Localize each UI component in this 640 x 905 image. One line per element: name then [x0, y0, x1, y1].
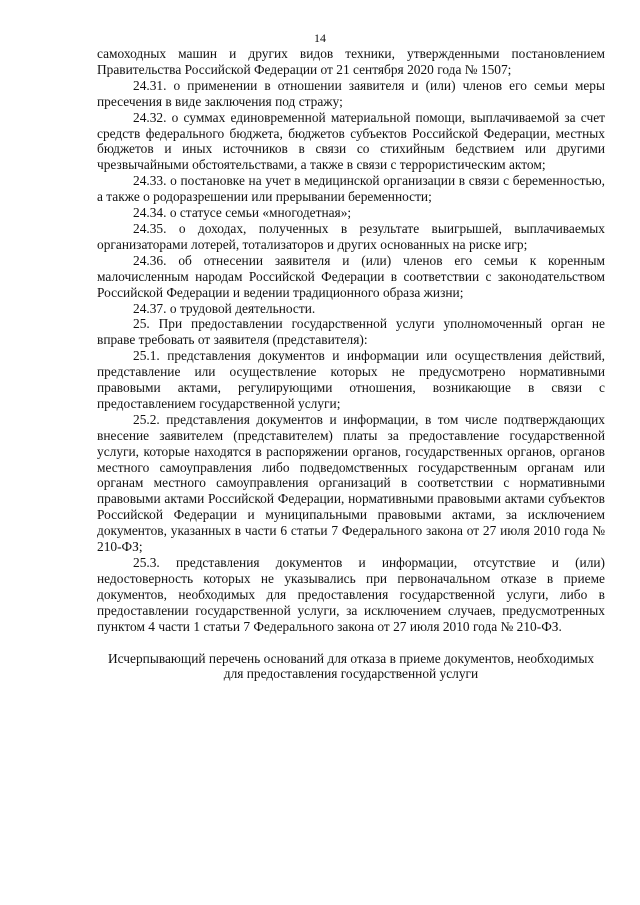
paragraph: 24.37. о трудовой деятельности.: [133, 300, 316, 316]
document-body: [97, 46, 605, 682]
paragraph: 24.34. о статусе семьи «многодетная»;: [133, 205, 352, 221]
paragraph: 24.36. об отнесении заявителя и (или) членов его семьи к коренным малочисленным народам Российской Федерации в соответствии с законодательством Российской Федерации и ведении традиционного образа жизни;: [97, 252, 605, 300]
paragraph: 24.31. о применении в отношении заявителя и (или) членов его семьи меры пресечения в виде заключения под стражу;: [97, 77, 605, 109]
paragraph: самоходных машин и других видов техники, утвержденными постановлением Правительства Российской Федерации от 21 сентября 2020 года № 1507;: [97, 46, 605, 77]
section-heading: Исчерпывающий перечень оснований для отказа в приеме документов, необходимых для предоставления государственной услуги: [107, 650, 595, 682]
paragraph: 24.33. о постановке на учет в медицинской организации в связи с беременностью, а также о родоразрешении или прерывании беременности;: [97, 173, 605, 205]
paragraph: 24.32. о суммах единовременной материальной помощи, выплачиваемой за счет средств федерального бюджета, бюджетов субъектов Российской Федерации, местных бюджетов и иных источников в связи со стихийным бедствием или другими чрезвычайными обстоятельствами, а также в связи с террористическим актом;: [97, 109, 605, 173]
paragraph: 25.2. представления документов и информации, в том числе подтверждающих внесение заявителем (представителем) платы за предоставление государственной услуги, которые находятся в распоряжении органов, государственных органов, органов местного самоуправления либо подведомственных государственным органам или органам местного самоуправления организаций в соответствии с нормативными правовыми актами Российской Федерации, нормативными правовыми актами субъектов Российской Федерации и муниципальными правовыми актами, за исключением документов, указанных в части 6 статьи 7 Федерального закона от 27 июля 2010 года № 210-ФЗ;: [97, 411, 605, 555]
paragraph: 25. При предоставлении государственной услуги уполномоченный орган не вправе требовать от заявителя (представителя):: [97, 316, 605, 348]
paragraph: 25.3. представления документов и информации, отсутствие и (или) недостоверность которых не указывались при первоначальном отказе в приеме документов, необходимых для предоставления государственной услуги, либо в предоставлении государственной услуги, за исключением случаев, предусмотренных пунктом 4 части 1 статьи 7 Федерального закона от 27 июля 2010 года № 210-ФЗ.: [97, 555, 605, 634]
paragraph: 25.1. представления документов и информации или осуществления действий, представление или осуществление которых не предусмотрено нормативными правовыми актами, регулирующими отношения, возникающие в связи с предоставлением государственной услуги;: [97, 348, 605, 411]
paragraph: 24.35. о доходах, полученных в результате выигрышей, выплачиваемых организаторами лотерей, тотализаторов и других основанных на риске игр;: [97, 220, 605, 252]
page-number: 14: [314, 31, 326, 45]
